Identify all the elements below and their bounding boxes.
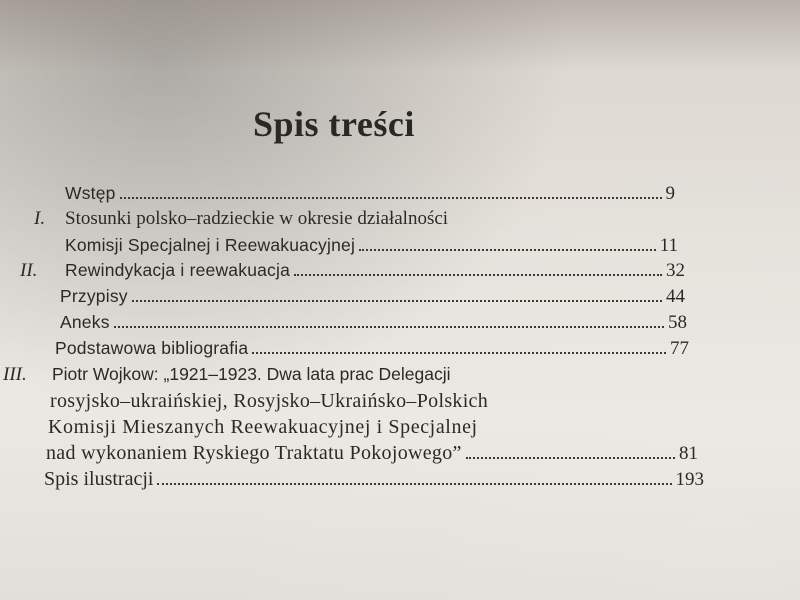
toc-entry-label: nad wykonaniem Ryskiego Traktatu Pokojowego” xyxy=(46,442,462,464)
toc-entry-label: Spis ilustracji xyxy=(44,468,154,490)
toc-page-number: 11 xyxy=(659,235,678,256)
dot-leader xyxy=(294,273,662,276)
dot-leader xyxy=(252,351,666,354)
dot-leader xyxy=(120,196,662,199)
toc-entry-label: Wstęp xyxy=(65,183,116,203)
chapter-numeral: I. xyxy=(34,208,46,229)
toc-entry-label: Aneks xyxy=(60,312,110,332)
toc-entry-ch3[interactable] xyxy=(46,442,698,465)
toc-entry-wstep[interactable] xyxy=(65,183,675,205)
page-title: Spis treści xyxy=(253,104,415,144)
toc-entry-aneks[interactable] xyxy=(60,312,687,334)
toc-page-number: 81 xyxy=(679,443,698,464)
dot-leader xyxy=(466,456,675,459)
chapter-numeral: III. xyxy=(3,364,27,385)
dot-leader xyxy=(157,482,671,485)
toc-entry-line: Piotr Wojkow: „1921–1923. Dwa lata prac Delegacji xyxy=(52,364,451,384)
toc-entry-line: Stosunki polsko–radzieckie w okresie działalności xyxy=(65,208,449,229)
toc-page-number: 32 xyxy=(666,260,685,281)
toc-entry-line: Komisji Mieszanych Reewakuacyjnej i Specjalnej xyxy=(48,416,478,438)
toc-page-number: 44 xyxy=(666,286,685,307)
toc-page-number: 77 xyxy=(670,338,689,359)
toc-entry-ilustracje[interactable] xyxy=(44,468,704,491)
dot-leader xyxy=(359,248,656,251)
toc-entry-przypisy[interactable] xyxy=(60,286,685,308)
toc-page-number: 9 xyxy=(665,183,675,204)
toc-page-number: 58 xyxy=(668,312,687,333)
toc-entry-label: Przypisy xyxy=(60,286,128,306)
toc-page-number: 193 xyxy=(675,469,704,490)
toc-entry-label: Podstawowa bibliografia xyxy=(55,338,249,358)
toc-entry-bibliografia[interactable] xyxy=(55,338,689,360)
dot-leader xyxy=(114,325,664,328)
toc-entry-ch2[interactable] xyxy=(65,260,685,282)
toc-entry-label: Komisji Specjalnej i Reewakuacyjnej xyxy=(65,235,356,255)
toc-entry-line: rosyjsko–ukraińskiej, Rosyjsko–Ukraińsko–Polskich xyxy=(50,390,489,412)
toc-entry-ch1[interactable] xyxy=(65,235,678,257)
chapter-numeral: II. xyxy=(20,260,38,281)
dot-leader xyxy=(132,299,662,302)
toc-entry-label: Rewindykacja i reewakuacja xyxy=(65,260,291,280)
